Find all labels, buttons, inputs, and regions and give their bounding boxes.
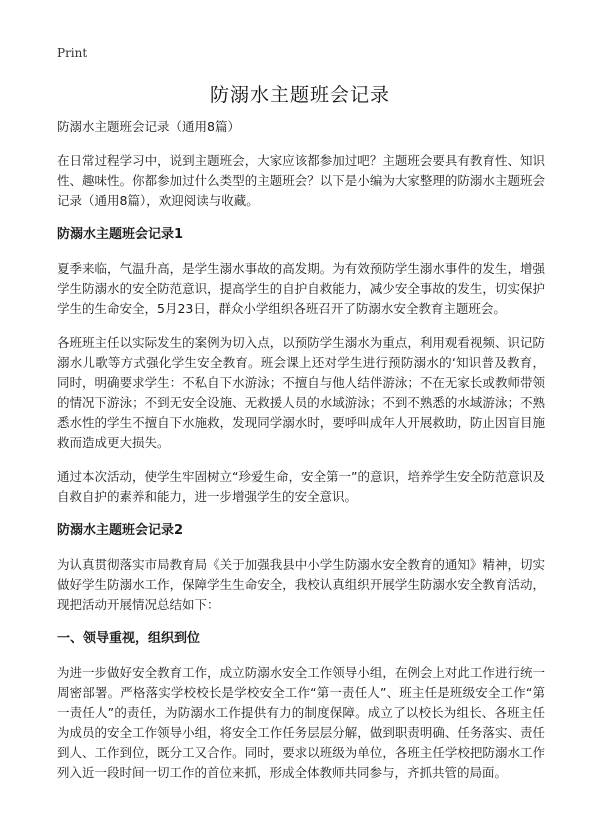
section-1-paragraph-1: 夏季来临，气温升高，是学生溺水事故的高发期。为有效预防学生溺水事件的发生，增强学生防溺水的安全防范意识，提高学生的自护自救能力，减少安全事故的发生，切实保护学生的生命安全，5月23日，群众小学组织各班召开了防溺水安全教育主题班会。 xyxy=(57,261,545,316)
print-link[interactable]: Print xyxy=(57,46,88,60)
section-heading-1: 防溺水主题班会记录1 xyxy=(57,227,184,242)
section-2-paragraph-1: 为认真贯彻落实市局教育局《关于加强我县中小学生防溺水安全教育的通知》精神，切实做好学生防溺水工作，保障学生生命安全，我校认真组织开展学生防溺水安全教育活动，现把活动开展情况总结如下： xyxy=(57,557,545,612)
section-1-paragraph-3: 通过本次活动，使学生牢固树立“珍爱生命，安全第一”的意识，培养学生安全防范意识及自救自护的素养和能力，进一步增强学生的安全意识。 xyxy=(57,469,545,504)
page-title: 防溺水主题班会记录 xyxy=(209,84,390,106)
section-heading-2: 防溺水主题班会记录2 xyxy=(57,523,184,538)
subsection-heading: 一、领导重视，组织到位 xyxy=(57,631,201,646)
document-subtitle: 防溺水主题班会记录（通用8篇） xyxy=(57,119,240,134)
document-body xyxy=(57,117,545,797)
section-1-paragraph-2: 各班班主任以实际发生的案例为切入点，以预防学生溺水为重点，利用观看视频、识记防溺水儿歌等方式强化学生安全教育。班会课上还对学生进行预防溺水的‘知识普及教育，同时，明确要求学生：不私自下水游泳；不擅自与他人结伴游泳；不在无家长或教师带领的情况下游泳；不到无安全设施、无救援人员的水域游泳；不到不熟悉的水域游泳；不熟悉水性的学生不擅自下水施救，发现同学溺水时，要呼叫成年人开展救助，防止因盲目施救而造成更大损失。 xyxy=(57,335,545,450)
subsection-paragraph-1: 为进一步做好安全教育工作，成立防溺水安全工作领导小组，在例会上对此工作进行统一周密部署。严格落实学校校长是学校安全工作“第一责任人”、班主任是班级安全工作“第一责任人”的责任，为防溺水工作提供有力的制度保障。成立了以校长为组长、各班主任为成员的安全工作领导小组，将安全工作任务层层分解，做到职责明确、任务落实、责任到人、工作到位，既分工又合作。同时，要求以班级为单位，各班主任学校把防溺水工作列入近一段时间一切工作的首位来抓，形成全体教师共同参与，齐抓共管的局面。 xyxy=(57,665,545,780)
intro-paragraph: 在日常过程学习中，说到主题班会，大家应该都参加过吧？主题班会要具有教育性、知识性、趣味性。你都参加过什么类型的主题班会？以下是小编为大家整理的防溺水主题班会记录（通用8篇），欢迎阅读与收藏。 xyxy=(57,153,545,208)
